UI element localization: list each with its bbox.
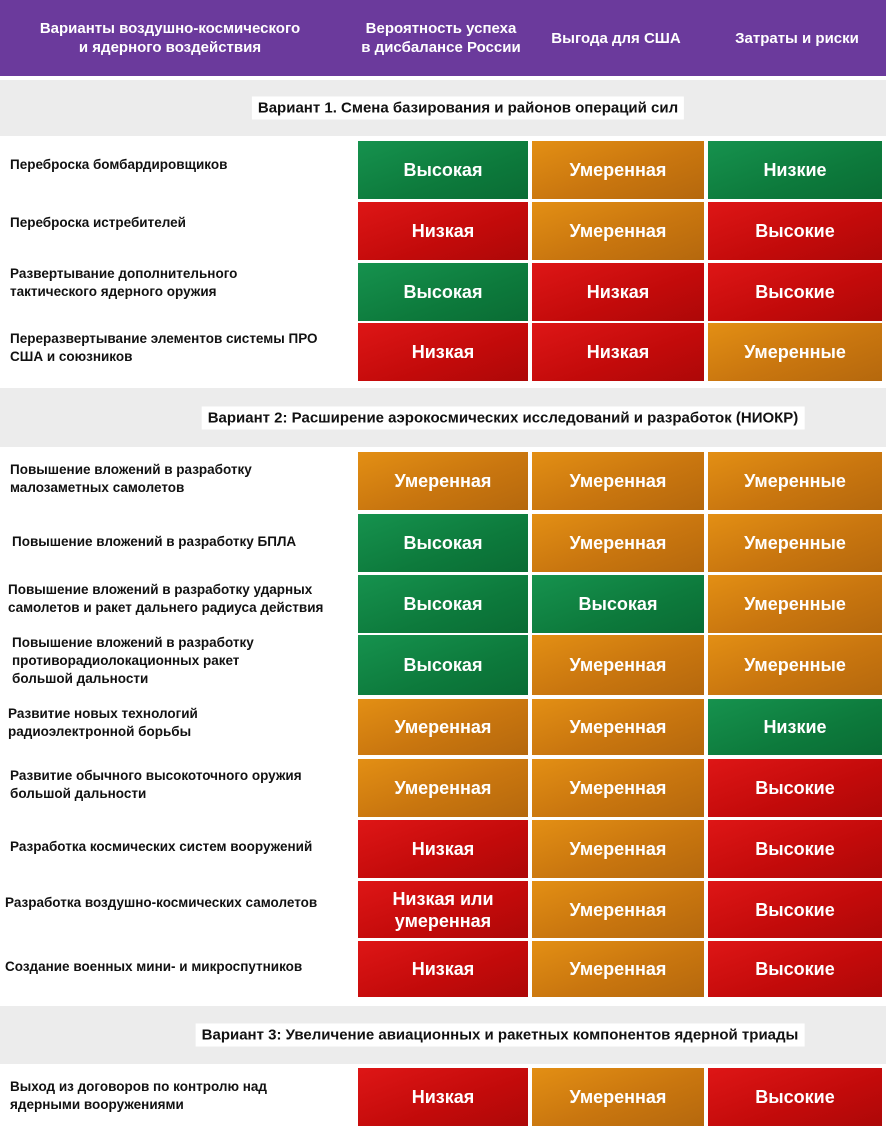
row-label: Переброска истребителей xyxy=(10,215,186,230)
benefit-cell: Умеренная xyxy=(532,881,704,938)
success-cell: Низкая xyxy=(358,202,528,260)
header-success-probability: Вероятность успеха в дисбалансе России xyxy=(361,20,521,56)
section-band-3 xyxy=(0,1006,886,1064)
success-cell: Высокая xyxy=(358,635,528,695)
cost-cell: Умеренные xyxy=(708,575,882,633)
section-band-2 xyxy=(0,388,886,447)
benefit-cell: Низкая xyxy=(532,263,704,321)
cost-cell: Умеренные xyxy=(708,452,882,510)
cost-cell: Низкие xyxy=(708,699,882,755)
cost-cell: Высокие xyxy=(708,759,882,817)
cost-cell: Умеренные xyxy=(708,635,882,695)
section-title: Вариант 3: Увеличение авиационных и ракетных компонентов ядерной триады xyxy=(196,1024,805,1047)
cost-cell: Высокие xyxy=(708,820,882,878)
header-us-benefit: Выгода для США xyxy=(551,29,681,47)
benefit-cell: Умеренная xyxy=(532,452,704,510)
benefit-cell: Умеренная xyxy=(532,202,704,260)
success-cell: Умеренная xyxy=(358,699,528,755)
benefit-cell: Умеренная xyxy=(532,514,704,572)
row-label: Повышение вложений в разработку БПЛА xyxy=(12,534,297,549)
benefit-cell: Высокая xyxy=(532,575,704,633)
row-label: Повышение вложений в разработку противорадиолокационных ракет большой дальности xyxy=(12,635,254,686)
cost-cell: Высокие xyxy=(708,202,882,260)
row-label: Переброска бомбардировщиков xyxy=(10,157,228,172)
benefit-cell: Умеренная xyxy=(532,820,704,878)
cost-cell: Низкие xyxy=(708,141,882,199)
success-cell: Высокая xyxy=(358,263,528,321)
row-label: Разработка космических систем вооружений xyxy=(10,839,313,854)
benefit-cell: Умеренная xyxy=(532,941,704,997)
row-label: Развертывание дополнительного тактического ядерного оружия xyxy=(10,266,238,299)
success-cell: Высокая xyxy=(358,514,528,572)
benefit-cell: Умеренная xyxy=(532,759,704,817)
benefit-cell: Умеренная xyxy=(532,635,704,695)
benefit-cell: Умеренная xyxy=(532,699,704,755)
success-cell: Низкая или умеренная xyxy=(358,881,528,938)
header-options: Варианты воздушно-космического и ядерного воздействия xyxy=(39,20,301,56)
row-label: Развитие обычного высокоточного оружия большой дальности xyxy=(10,768,302,801)
success-cell: Низкая xyxy=(358,820,528,878)
section-band-1 xyxy=(0,80,886,136)
benefit-cell: Умеренная xyxy=(532,141,704,199)
cost-cell: Высокие xyxy=(708,263,882,321)
success-cell: Высокая xyxy=(358,141,528,199)
row-label: Создание военных мини- и микроспутников xyxy=(5,959,303,974)
benefit-cell: Умеренная xyxy=(532,1068,704,1126)
cost-cell: Умеренные xyxy=(708,323,882,381)
cost-cell: Умеренные xyxy=(708,514,882,572)
success-cell: Низкая xyxy=(358,323,528,381)
row-label: Разработка воздушно-космических самолетов xyxy=(5,895,318,910)
cost-cell: Высокие xyxy=(708,941,882,997)
row-label: Переразвертывание элементов системы ПРО США и союзников xyxy=(10,331,318,364)
table-header xyxy=(0,0,886,76)
row-label: Повышение вложений в разработку ударных самолетов и ракет дальнего радиуса действия xyxy=(8,582,324,615)
success-cell: Низкая xyxy=(358,941,528,997)
section-title: Вариант 1. Смена базирования и районов операций сил xyxy=(252,97,684,120)
row-label: Выход из договоров по контролю над ядерными вооружениями xyxy=(10,1079,268,1112)
section-title: Вариант 2: Расширение аэрокосмических исследований и разработок (НИОКР) xyxy=(202,406,805,429)
success-cell: Низкая xyxy=(358,1068,528,1126)
cost-cell: Высокие xyxy=(708,1068,882,1126)
cost-cell: Высокие xyxy=(708,881,882,938)
success-cell: Умеренная xyxy=(358,759,528,817)
benefit-cell: Низкая xyxy=(532,323,704,381)
success-cell: Высокая xyxy=(358,575,528,633)
header-costs-risks: Затраты и риски xyxy=(735,29,859,47)
row-label: Повышение вложений в разработку малозаметных самолетов xyxy=(10,462,252,495)
row-label: Развитие новых технологий радиоэлектронной борьбы xyxy=(8,706,198,739)
success-cell: Умеренная xyxy=(358,452,528,510)
